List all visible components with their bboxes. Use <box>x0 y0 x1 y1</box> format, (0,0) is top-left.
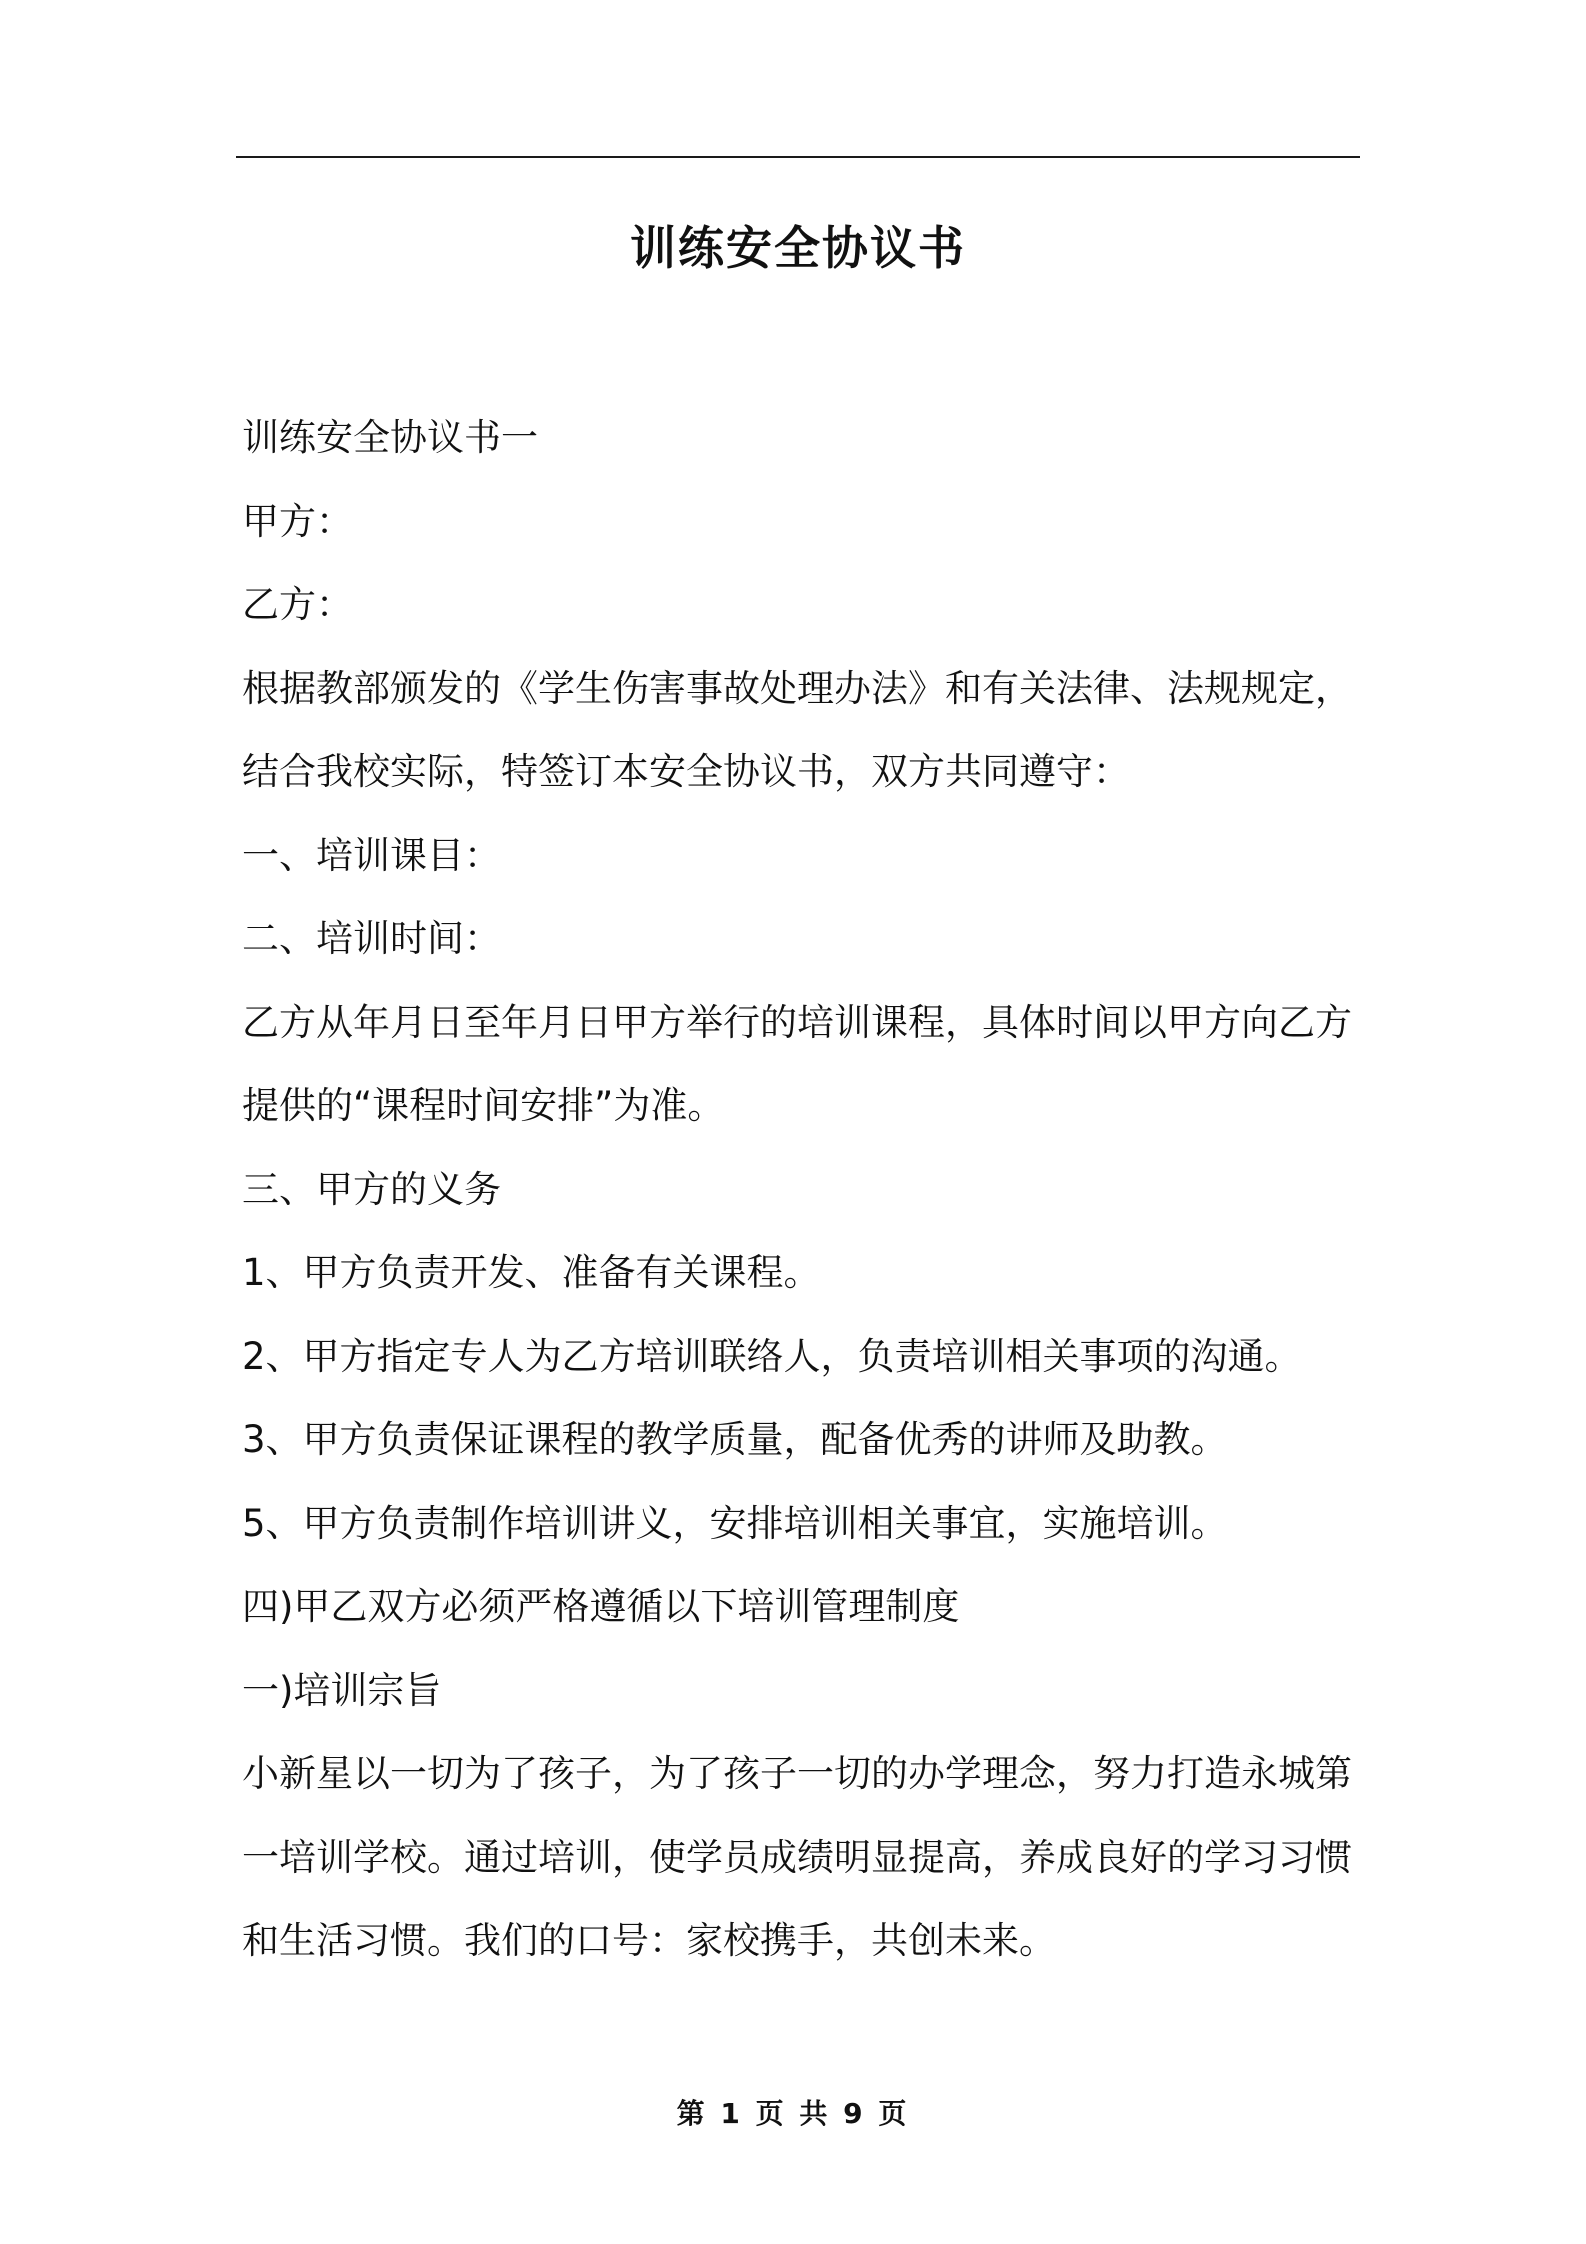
paragraph-line: 提供的“课程时间安排”为准。 <box>242 1084 725 1127</box>
list-item: 3、甲方负责保证课程的教学质量，配备优秀的讲师及助教。 <box>242 1418 1228 1461</box>
sub-heading: 一)培训宗旨 <box>242 1668 442 1712</box>
party-a-line: 甲方： <box>242 499 353 543</box>
paragraph-line: 结合我校实际，特签订本安全协议书，双方共同遵守： <box>242 750 1130 793</box>
section-heading: 训练安全协议书一 <box>242 416 538 459</box>
header-rule <box>236 156 1360 158</box>
clause-heading: 一、培训课目： <box>242 833 501 877</box>
page-number: 第 1 页 共 9 页 <box>676 2097 910 2130</box>
document-title: 训练安全协议书 <box>630 221 966 275</box>
clause-heading: 三、甲方的义务 <box>242 1167 501 1211</box>
list-item: 2、甲方指定专人为乙方培训联络人，负责培训相关事项的沟通。 <box>242 1334 1302 1378</box>
clause-heading: 二、培训时间： <box>242 917 501 960</box>
party-b-line: 乙方： <box>242 583 353 626</box>
paragraph-line: 一培训学校。通过培训，使学员成绩明显提高，养成良好的学习习惯 <box>242 1835 1352 1879</box>
paragraph-line: 和生活习惯。我们的口号：家校携手，共创未来。 <box>242 1919 1056 1962</box>
list-item: 5、甲方负责制作培训讲义，安排培训相关事宜，实施培训。 <box>242 1501 1228 1545</box>
document-body <box>242 396 1360 1983</box>
paragraph-line: 根据教部颁发的《学生伤害事故处理办法》和有关法律、法规规定， <box>242 666 1352 710</box>
paragraph-line: 乙方从年月日至年月日甲方举行的培训课程，具体时间以甲方向乙方 <box>242 1000 1352 1044</box>
clause-heading: 四)甲乙双方必须严格遵循以下培训管理制度 <box>242 1585 960 1628</box>
list-item: 1、甲方负责开发、准备有关课程。 <box>242 1251 821 1294</box>
paragraph-line: 小新星以一切为了孩子，为了孩子一切的办学理念，努力打造永城第 <box>242 1752 1352 1795</box>
